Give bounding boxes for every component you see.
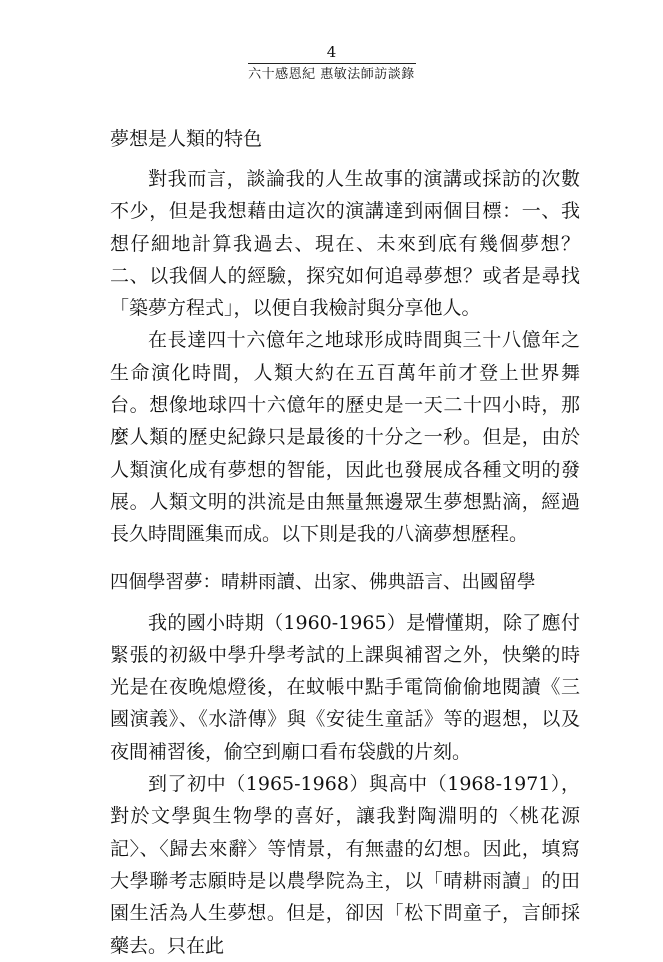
page-body bbox=[110, 125, 580, 962]
running-title: 六十感恩紀 惠敏法師訪談錄 bbox=[248, 67, 415, 82]
section-heading: 夢想是人類的特色 bbox=[110, 128, 263, 150]
body-paragraph: 到了初中（1965-1968）與高中（1968-1971），對於文學與生物學的喜好，讓我對陶淵明的〈桃花源記〉、〈歸去來辭〉等情景，有無盡的幻想。因此，填寫大學聯考志願時是以農學院為主，以「晴耕雨讀」的田園生活為人生夢想。但是，卻因「松下問童子，言師採藥去。只在此 bbox=[110, 773, 580, 957]
body-paragraph: 在長達四十六億年之地球形成時間與三十八億年之生命演化時間，人類大約在五百萬年前才登上世界舞台。想像地球四十六億年的歷史是一天二十四小時，那麼人類的歷史紀錄只是最後的十分之一秒。但是，由於人類演化成有夢想的智能，因此也發展成各種文明的發展。人類文明的洪流是由無量無邊眾生夢想點滴，經過長久時間匯集而成。以下則是我的八滴夢想歷程。 bbox=[110, 329, 580, 546]
section-heading: 四個學習夢：晴耕雨讀、出家、佛典語言、出國留學 bbox=[110, 571, 536, 593]
body-paragraph: 我的國小時期（1960-1965）是懵懂期，除了應付緊張的初級中學升學考試的上課與補習之外，快樂的時光是在夜晚熄燈後，在蚊帳中點手電筒偷偷地閱讀《三國演義》、《水滸傳》與《安徒生童話》等的遐想，以及夜間補習後，偷空到廟口看布袋戲的片刻。 bbox=[110, 611, 580, 763]
body-paragraph: 對我而言，談論我的人生故事的演講或採訪的次數不少，但是我想藉由這次的演講達到兩個目標：一、我想仔細地計算我過去、現在、未來到底有幾個夢想？二、以我個人的經驗，探究如何追尋夢想？或者是尋找「築夢方程式」，以便自我檢討與分享他人。 bbox=[110, 168, 580, 320]
header-divider bbox=[248, 63, 416, 64]
page-header bbox=[0, 44, 663, 83]
page-number: 4 bbox=[326, 43, 337, 61]
